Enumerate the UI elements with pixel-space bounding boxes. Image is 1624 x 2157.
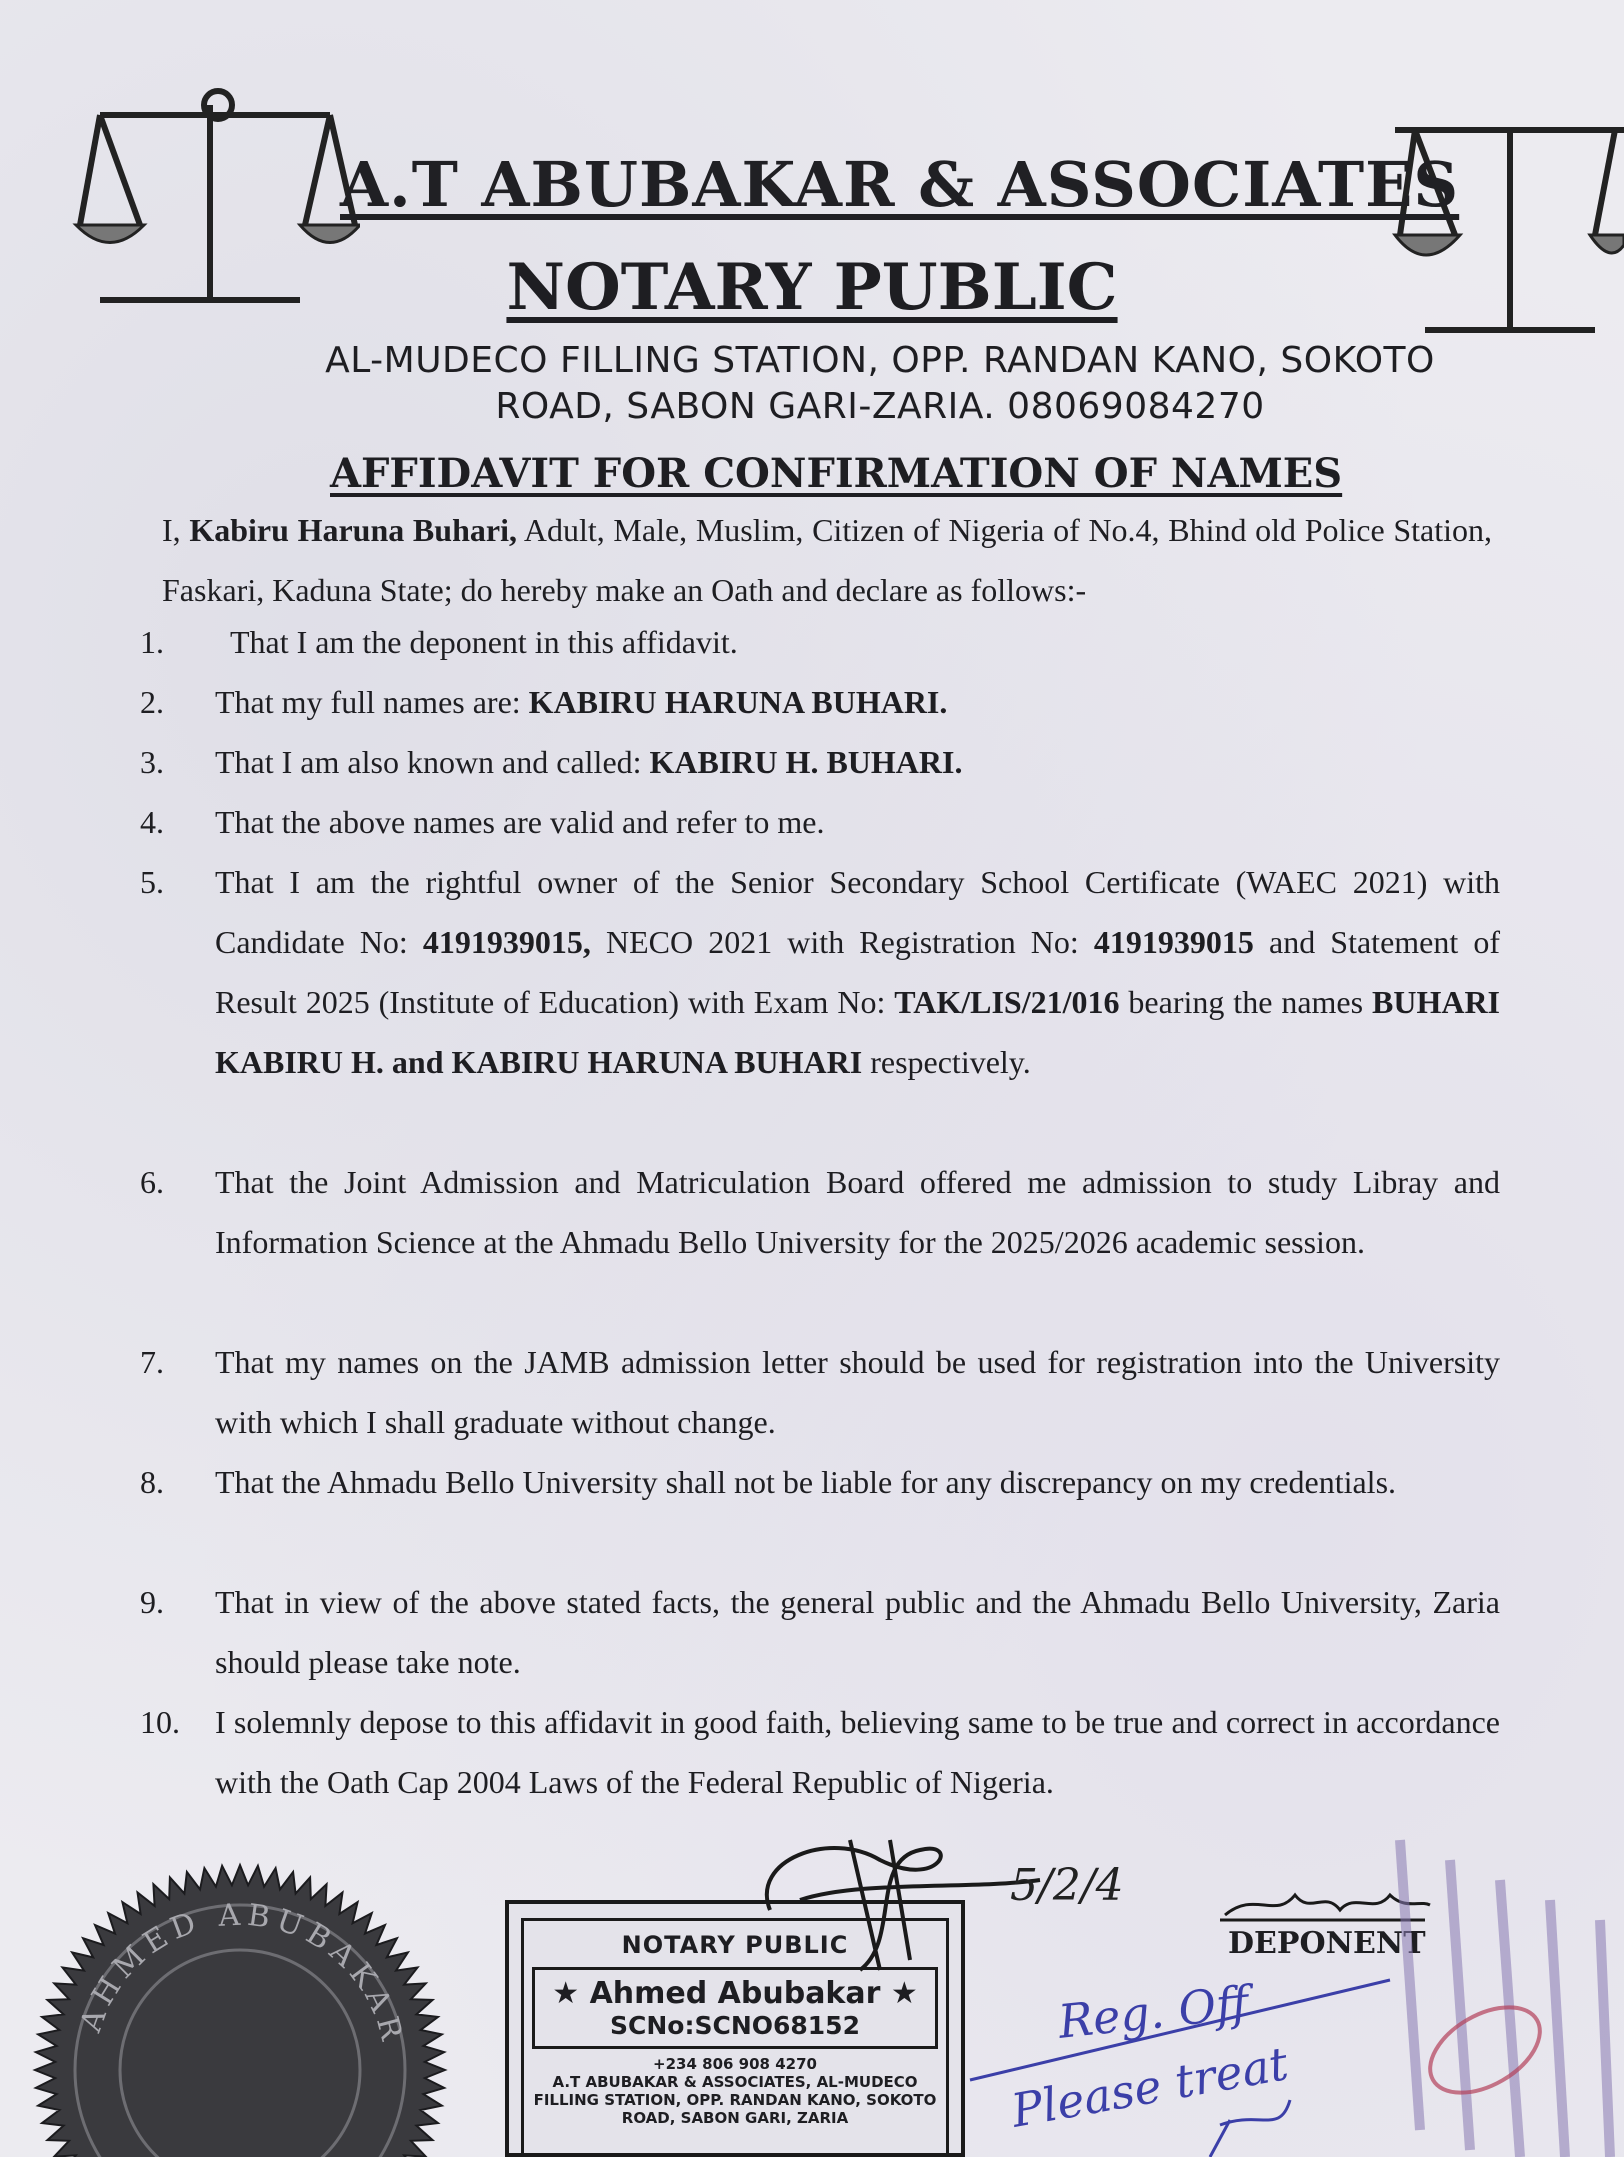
candidate-number: 4191939015, xyxy=(422,924,591,960)
item-text-part: That I am the rightful owner of the Senior Secondary School Certificate (WAEC 2021) with Candidate No: xyxy=(215,864,1500,960)
alias-name: KABIRU H. BUHARI. xyxy=(649,744,963,780)
stamp-address: A.T ABUBAKAR & ASSOCIATES, AL-MUDECO FILLING STATION, OPP. RANDAN KANO, SOKOTO ROAD, SABON GARI, ZARIA xyxy=(533,2073,937,2127)
deponent-name: Kabiru Haruna Buhari, xyxy=(189,512,517,548)
firm-name: A.T ABUBAKAR & ASSOCIATES xyxy=(340,148,1460,221)
deponent-label: DEPONENT xyxy=(1228,1926,1426,1961)
item-number: 1. xyxy=(140,624,164,660)
exam-number: TAK/LIS/21/016 xyxy=(894,984,1120,1020)
address-line-2: ROAD, SABON GARI-ZARIA. 08069084270 xyxy=(495,386,1265,427)
item-number: 5. xyxy=(140,864,164,900)
signature-date: 5/2/4 xyxy=(1010,1860,1124,1911)
item-text-plain: That my full names are: xyxy=(215,684,529,720)
item-number: 8. xyxy=(140,1464,164,1500)
item-text: That the Joint Admission and Matriculation Board offered me admission to study Libray and Information Science at the Ahmadu Bello University for the 2025/2026 academic session. xyxy=(215,1164,1500,1260)
registration-number: 4191939015 xyxy=(1093,924,1254,960)
handwritten-marks xyxy=(960,1960,1410,2157)
affidavit-intro xyxy=(162,500,1492,620)
item-text: I solemnly depose to this affidavit in good faith, believing same to be true and correct in accordance with the Oath Cap 2004 Laws of the Federal Republic of Nigeria. xyxy=(215,1704,1500,1800)
item-number: 10. xyxy=(140,1704,180,1740)
document-title: AFFIDAVIT FOR CONFIRMATION OF NAMES xyxy=(330,450,1343,497)
address-line-1: AL-MUDECO FILLING STATION, OPP. RANDAN KANO, SOKOTO xyxy=(325,340,1435,381)
notary-name: Ahmed Abubakar xyxy=(589,1976,881,2011)
stamp-notary-name: ★ Ahmed Abubakar ★ xyxy=(552,1976,918,2011)
item-text: That my names on the JAMB admission letter should be used for registration into the University with which I shall graduate without change. xyxy=(215,1344,1500,1440)
handwritten-note-2: Please treat xyxy=(1007,2036,1292,2138)
stamp-heading: NOTARY PUBLIC xyxy=(621,1931,849,1959)
full-name: KABIRU HARUNA BUHARI. xyxy=(528,684,948,720)
item-text: That I am the deponent in this affidavit. xyxy=(230,624,738,660)
item-text xyxy=(215,672,1500,732)
item-text: That the above names are valid and refer to me. xyxy=(215,804,825,840)
intro-prefix: I, xyxy=(162,512,190,548)
item-text-part: and Statement of Result 2025 (Institute of Education) with Exam No: xyxy=(215,924,1501,1020)
item-text-part: bearing the names xyxy=(1119,984,1372,1020)
handwritten-note-1: Reg. Off xyxy=(1055,1975,1252,2049)
item-number: 2. xyxy=(140,684,164,720)
item-text-part: respectively. xyxy=(862,1044,1031,1080)
item-number: 9. xyxy=(140,1584,164,1620)
item-number: 7. xyxy=(140,1344,164,1380)
item-number: 6. xyxy=(140,1164,164,1200)
item-text: That in view of the above stated facts, the general public and the Ahmadu Bello University, Zaria should please take note. xyxy=(215,1584,1500,1680)
seal-text: AHMED ABUBAKAR xyxy=(73,1897,411,2050)
item-number: 4. xyxy=(140,804,164,840)
stamp-phone: +234 806 908 4270 xyxy=(653,2055,817,2073)
item-text-plain: That I am also known and called: xyxy=(215,744,650,780)
notary-public-heading: NOTARY PUBLIC xyxy=(506,250,1118,325)
registry-stamp xyxy=(1360,1830,1624,2157)
item-text-part: NECO 2021 with Registration No: xyxy=(590,924,1094,960)
names-on-certificates: BUHARI KABIRU H. and KABIRU HARUNA BUHARI xyxy=(215,984,1500,1080)
intro-rest: Adult, Male, Muslim, Citizen of Nigeria of No.4, Bhind old Police Station, Faskari, Kaduna State; do hereby make an Oath and declare as follows:- xyxy=(162,512,1493,608)
notary-seal xyxy=(20,1840,460,2157)
item-text: That the Ahmadu Bello University shall not be liable for any discrepancy on my credentials. xyxy=(215,1464,1397,1500)
item-number: 3. xyxy=(140,744,164,780)
firm-address xyxy=(270,338,1490,430)
stamp-scn: SCNo:SCNO68152 xyxy=(610,2011,860,2040)
item-text xyxy=(215,852,1500,1092)
item-text xyxy=(215,732,1500,792)
